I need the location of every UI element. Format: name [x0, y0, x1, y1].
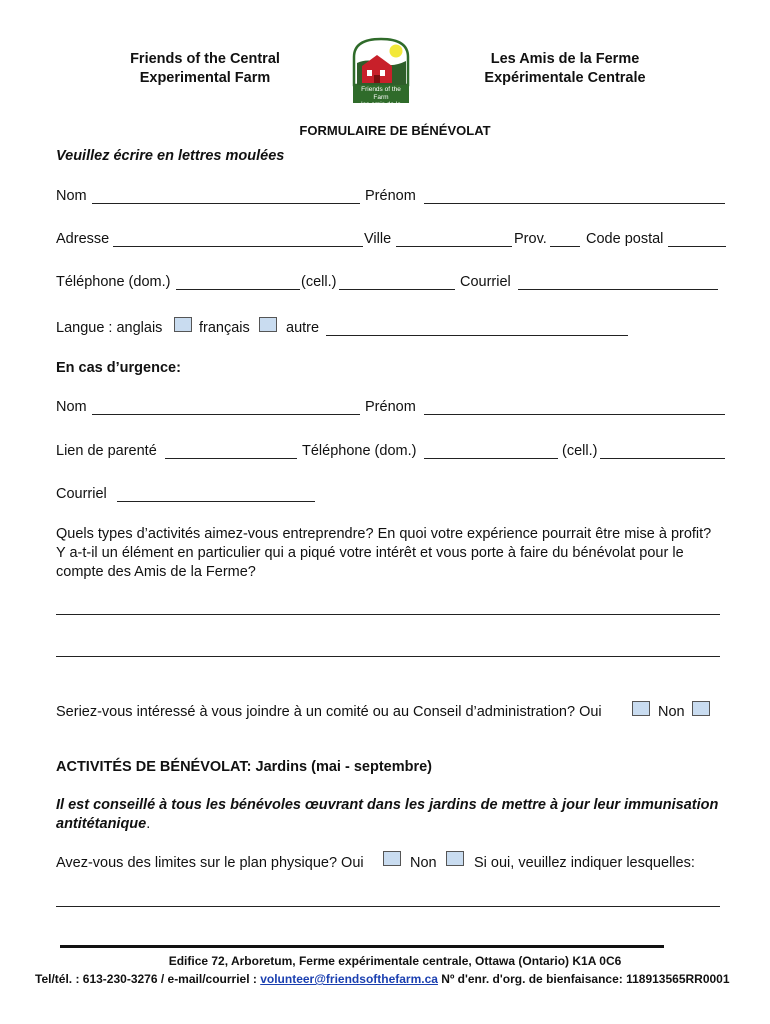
org-name-english-line2: Experimental Farm — [139, 70, 271, 86]
emergency-nom-label: Nom — [56, 399, 87, 415]
anglais-checkbox[interactable] — [174, 317, 192, 332]
autre-label: autre — [286, 320, 320, 336]
si-oui-label: Si oui, veuillez indiquer lesquelles: — [474, 855, 695, 871]
ville-field[interactable] — [396, 246, 512, 247]
friends-of-the-farm-logo — [350, 33, 412, 116]
org-name-english — [100, 50, 310, 88]
emergency-courriel-label: Courriel — [56, 486, 107, 502]
nom-label: Nom — [56, 188, 87, 204]
tetanus-note — [56, 796, 756, 834]
answer-line-1[interactable] — [56, 614, 720, 615]
nom-field[interactable] — [92, 203, 360, 204]
emergency-courriel-field[interactable] — [117, 501, 315, 502]
langue-anglais-label: Langue : anglais — [56, 320, 163, 336]
answer-line-2[interactable] — [56, 656, 720, 657]
code-postal-field[interactable] — [668, 246, 726, 247]
francais-checkbox[interactable] — [259, 317, 277, 332]
emergency-prenom-field[interactable] — [424, 414, 725, 415]
emergency-heading: En cas d’urgence: — [56, 360, 181, 376]
tetanus-note-text: Il est conseillé à tous les bénévoles œuvrant dans les jardins de mettre à jour leur immunisation antitétanique — [56, 797, 719, 832]
footer-phone: Tel/tél. : 613-230-3276 / e-mail/courriel : — [35, 972, 261, 986]
footer-address: Edifice 72, Arboretum, Ferme expérimentale centrale, Ottawa (Ontario) K1A 0C6 — [168, 954, 622, 968]
activities-heading: ACTIVITÉS DE BÉNÉVOLAT: Jardins (mai - septembre) — [56, 759, 432, 775]
limits-non-label: Non — [410, 855, 437, 871]
courriel-field[interactable] — [518, 289, 718, 290]
footer-rule — [60, 945, 664, 948]
emergency-nom-field[interactable] — [92, 414, 360, 415]
francais-label: français — [199, 320, 250, 336]
telephone-dom-label: Téléphone (dom.) — [56, 274, 171, 290]
emergency-prenom-label: Prénom — [365, 399, 416, 415]
committee-question: Seriez-vous intéressé à vous joindre à un comité ou au Conseil d’administration? Oui — [56, 704, 602, 720]
physical-limits-question: Avez-vous des limites sur le plan physique? Oui — [56, 855, 364, 871]
emergency-telephone-dom-field[interactable] — [424, 458, 558, 459]
committee-non-checkbox[interactable] — [692, 701, 710, 716]
adresse-field[interactable] — [113, 246, 363, 247]
lien-parente-label: Lien de parenté — [56, 443, 157, 459]
limits-oui-checkbox[interactable] — [383, 851, 401, 866]
org-name-french — [455, 50, 675, 88]
committee-non-label: Non — [658, 704, 685, 720]
adresse-label: Adresse — [56, 231, 110, 247]
footer-email-link[interactable]: volunteer@friendsofthefarm.ca — [260, 972, 438, 986]
activities-question: Quels types d’activités aimez-vous entreprendre? En quoi votre expérience pourrait être mise à profit? Y a-t-il un élément en particulier qui a piqué votre intérêt et vous porte à faire du bénévolat pour le compte des Amis de la Ferme? — [56, 526, 712, 580]
form-title: FORMULAIRE DE BÉNÉVOLAT — [299, 123, 491, 138]
prov-label: Prov. — [514, 231, 547, 247]
prenom-label: Prénom — [365, 188, 416, 204]
limits-answer-line[interactable] — [56, 906, 720, 907]
org-name-english-line1: Friends of the Central — [130, 51, 280, 67]
emergency-telephone-dom-label: Téléphone (dom.) — [302, 443, 417, 459]
logo-caption-line2: les amis de la ferme — [361, 101, 401, 116]
org-name-french-line1: Les Amis de la Ferme — [490, 51, 640, 67]
committee-oui-checkbox[interactable] — [632, 701, 650, 716]
tetanus-note-period: . — [146, 816, 151, 832]
logo-caption-line1: Friends of the Farm — [361, 86, 401, 101]
lien-parente-field[interactable] — [165, 458, 297, 459]
cell-field[interactable] — [339, 289, 455, 290]
footer-charity-number: Nº d'enr. d'org. de bienfaisance: 118913565RR0001 — [437, 972, 730, 986]
code-postal-label: Code postal — [586, 231, 664, 247]
print-instruction: Veuillez écrire en lettres moulées — [56, 148, 285, 164]
ville-label: Ville — [364, 231, 392, 247]
prov-field[interactable] — [550, 246, 580, 247]
logo-caption — [353, 86, 409, 116]
footer-contact — [35, 972, 730, 986]
prenom-field[interactable] — [424, 203, 725, 204]
autre-field[interactable] — [326, 335, 628, 336]
emergency-cell-label: (cell.) — [562, 443, 598, 459]
emergency-cell-field[interactable] — [600, 458, 725, 459]
org-name-french-line2: Expérimentale Centrale — [484, 70, 646, 86]
limits-non-checkbox[interactable] — [446, 851, 464, 866]
courriel-label: Courriel — [460, 274, 511, 290]
telephone-dom-field[interactable] — [176, 289, 300, 290]
cell-label: (cell.) — [301, 274, 337, 290]
